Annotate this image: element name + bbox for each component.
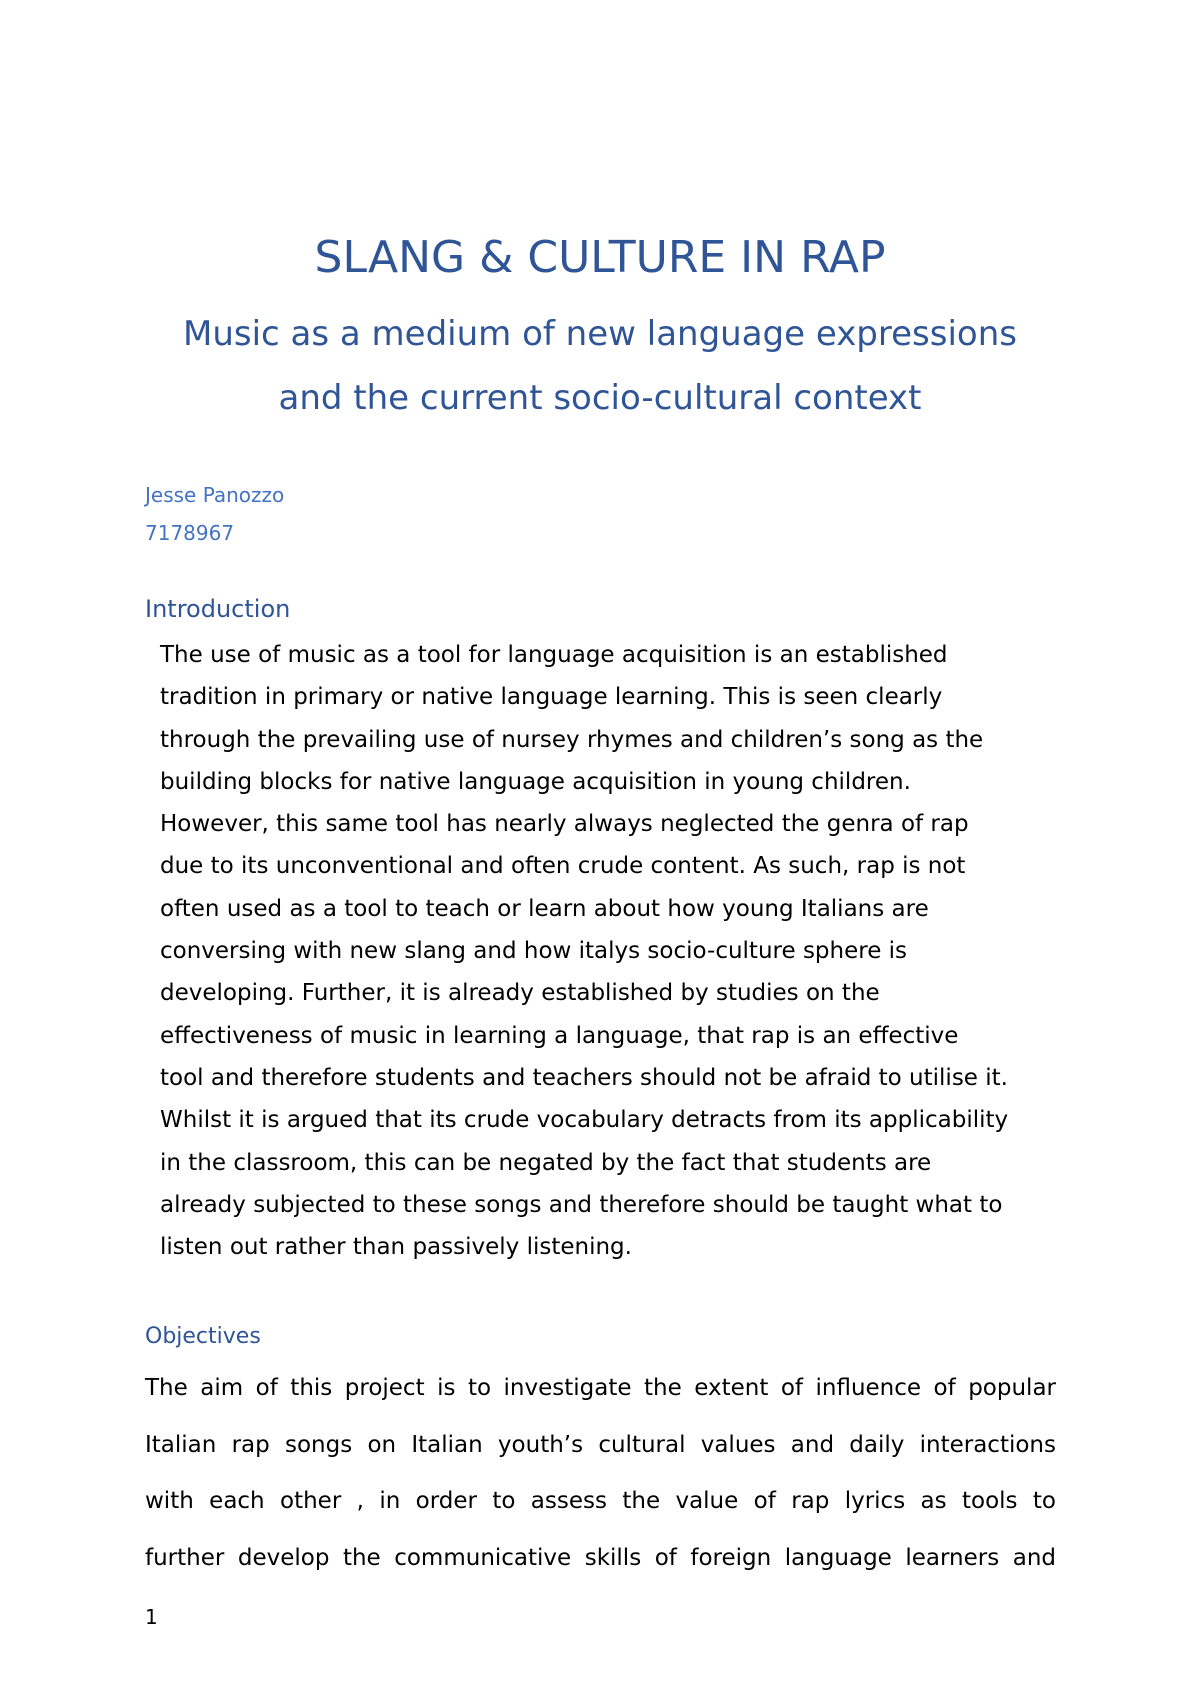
introduction-heading: Introduction	[145, 595, 291, 623]
paragraph-line: already subjected to these songs and therefore should be taught what to	[160, 1191, 1003, 1218]
author-name: Jesse Panozzo	[145, 483, 285, 507]
introduction-paragraph	[160, 634, 1160, 1268]
paragraph-line: Whilst it is argued that its crude vocabulary detracts from its applicability	[160, 1107, 1009, 1134]
page-number: 1	[145, 1605, 158, 1629]
paragraph-line: The aim of this project is to investigate the extent of influence of popular	[145, 1375, 1056, 1401]
paragraph-line: Italian rap songs on Italian youth’s cultural values and daily interactions	[145, 1431, 1056, 1458]
subtitle-line: and the current socio-cultural context	[278, 378, 922, 418]
paragraph-line: through the prevailing use of nursey rhymes and children’s song as the	[160, 726, 984, 753]
paragraph-line: effectiveness of music in learning a language, that rap is an effective	[160, 1022, 959, 1049]
paragraph-line: However, this same tool has nearly always neglected the genra of rap	[160, 811, 969, 838]
paragraph-line: tool and therefore students and teachers should not be afraid to utilise it.	[160, 1064, 1008, 1091]
paragraph-line: building blocks for native language acquisition in young children.	[160, 768, 911, 795]
paragraph-line: developing. Further, it is already established by studies on the	[160, 980, 880, 1007]
paragraph-line: conversing with new slang and how italys socio-culture sphere is	[160, 938, 908, 965]
objectives-heading: Objectives	[145, 1324, 261, 1349]
paragraph-line: due to its unconventional and often crude content. As such, rap is not	[160, 853, 966, 880]
student-id: 7178967	[145, 521, 235, 545]
paragraph-line: further develop the communicative skills of foreign language learners and	[145, 1544, 1056, 1571]
document-title: SLANG & CULTURE IN RAP	[314, 232, 886, 283]
author-block	[145, 476, 284, 552]
subtitle-line: Music as a medium of new language expressions	[183, 314, 1017, 354]
paragraph-line: listen out rather than passively listening.	[160, 1234, 632, 1261]
objectives-paragraph	[145, 1360, 1056, 1586]
document-subtitle	[0, 302, 1200, 430]
paragraph-line: often used as a tool to teach or learn about how young Italians are	[160, 895, 929, 922]
paragraph-line: The use of music as a tool for language acquisition is an established	[160, 642, 948, 668]
paragraph-line: in the classroom, this can be negated by the fact that students are	[160, 1149, 932, 1176]
paragraph-line: tradition in primary or native language learning. This is seen clearly	[160, 684, 943, 711]
paragraph-line: with each other , in order to assess the value of rap lyrics as tools to	[145, 1488, 1056, 1514]
